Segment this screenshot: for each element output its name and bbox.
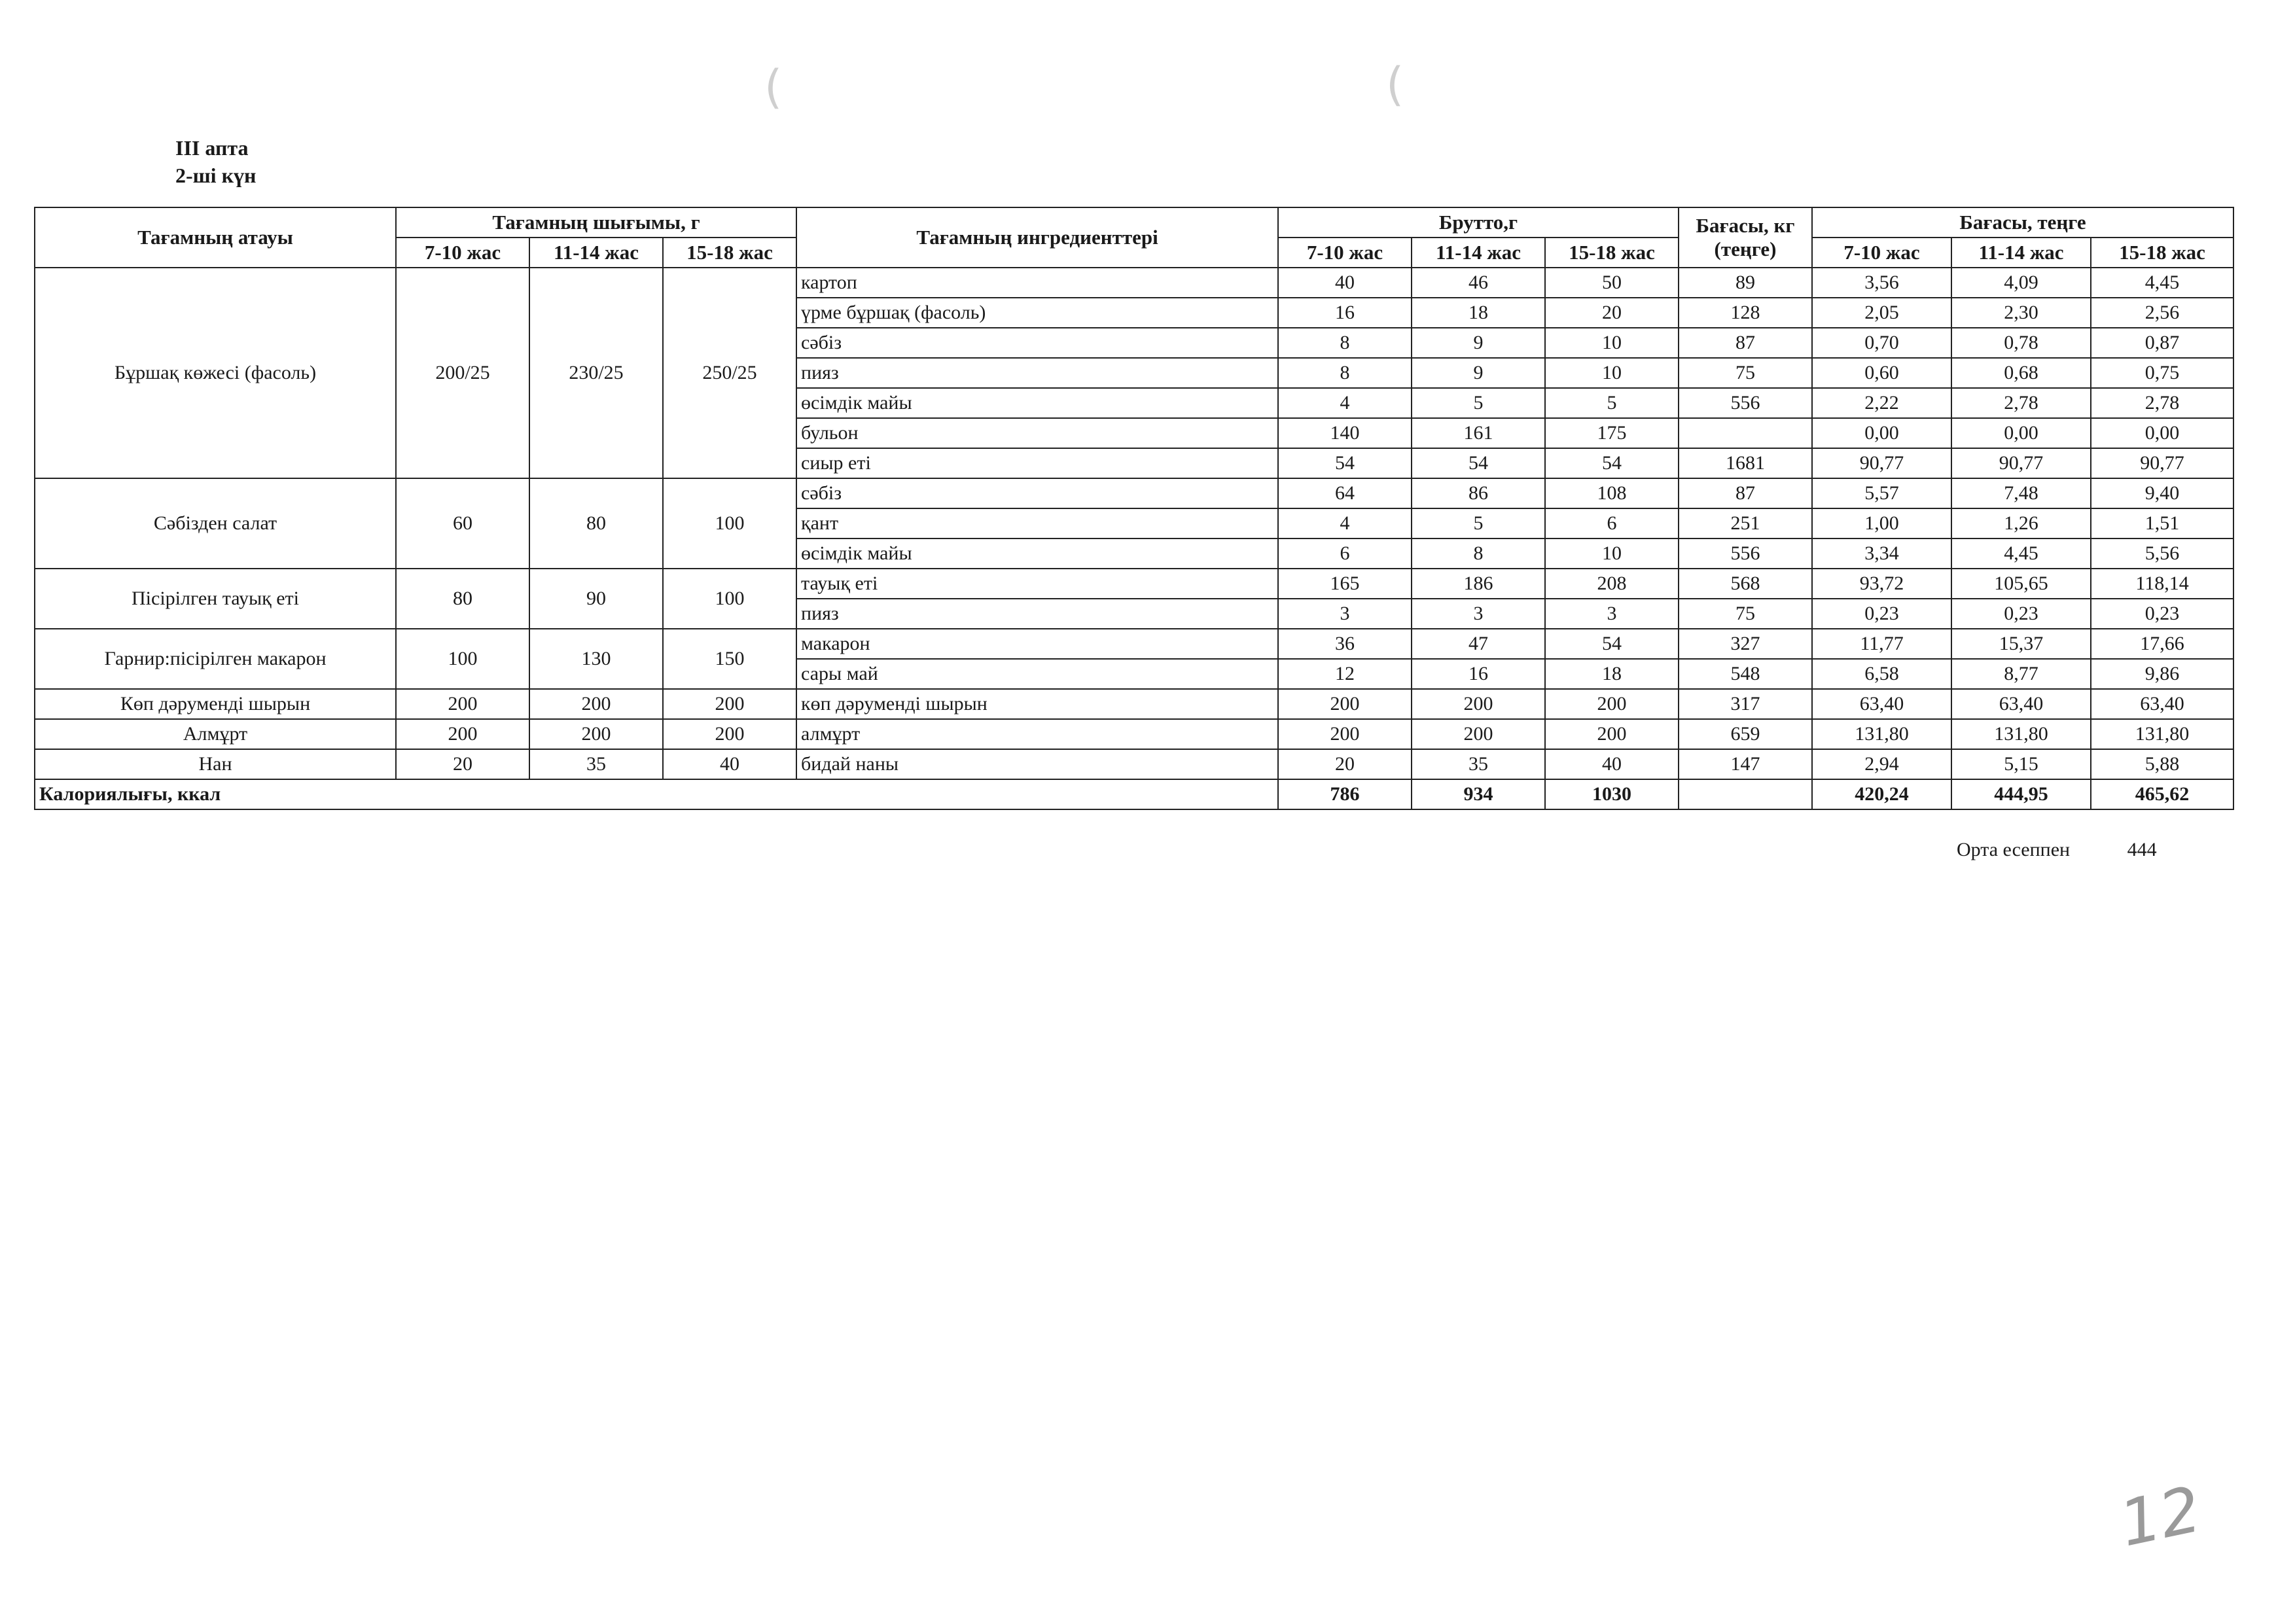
dish-name-cell: Сәбізден салат	[35, 478, 396, 569]
price-kg-header	[1679, 207, 1812, 268]
price-cell: 0,78	[1951, 328, 2091, 358]
brutto-cell: 186	[1412, 569, 1545, 599]
totals-price-kg-cell	[1679, 779, 1812, 809]
brutto-cell: 35	[1412, 749, 1545, 779]
average-footer	[1957, 839, 2157, 861]
ingredient-name-cell: өсімдік майы	[796, 538, 1278, 569]
brutto-cell: 18	[1545, 659, 1679, 689]
brutto-cell: 200	[1545, 689, 1679, 719]
price-cell: 0,70	[1812, 328, 1951, 358]
dish-yield-cell: 200	[529, 689, 663, 719]
price-cell: 4,45	[1951, 538, 2091, 569]
dish-yield-header: Тағамның шығымы, г	[396, 207, 796, 238]
price-cell: 5,15	[1951, 749, 2091, 779]
price-kg-cell: 556	[1679, 538, 1812, 569]
brutto-cell: 54	[1545, 629, 1679, 659]
yield-age-header: 11-14 жас	[529, 238, 663, 268]
totals-brutto-cell: 786	[1278, 779, 1412, 809]
price-cell: 2,05	[1812, 298, 1951, 328]
handwritten-page-number: 12	[2113, 1472, 2207, 1561]
average-value: 444	[2127, 839, 2157, 860]
price-cell: 5,88	[2091, 749, 2233, 779]
price-cell: 9,40	[2091, 478, 2233, 508]
brutto-cell: 54	[1278, 448, 1412, 478]
ingredients-header: Тағамның ингредиенттері	[796, 207, 1278, 268]
brutto-cell: 54	[1412, 448, 1545, 478]
brutto-cell: 8	[1412, 538, 1545, 569]
ingredient-name-cell: картоп	[796, 268, 1278, 298]
price-tenge-header: Бағасы, теңге	[1812, 207, 2233, 238]
dish-name-cell: Бұршақ көжесі (фасоль)	[35, 268, 396, 478]
table-body	[35, 268, 2233, 779]
menu-cost-table	[34, 207, 2234, 810]
price-kg-cell: 89	[1679, 268, 1812, 298]
price-cell: 8,77	[1951, 659, 2091, 689]
price-cell: 1,51	[2091, 508, 2233, 538]
dish-name-cell: Нан	[35, 749, 396, 779]
dish-yield-cell: 80	[396, 569, 529, 629]
dish-yield-cell: 40	[663, 749, 796, 779]
dish-name-cell: Пісірілген тауық еті	[35, 569, 396, 629]
brutto-cell: 10	[1545, 328, 1679, 358]
yield-age-header: 7-10 жас	[396, 238, 529, 268]
brutto-cell: 208	[1545, 569, 1679, 599]
price-cell: 63,40	[1951, 689, 2091, 719]
brutto-header: Брутто,г	[1278, 207, 1679, 238]
price-cell: 17,66	[2091, 629, 2233, 659]
price-kg-header-unit: (теңге)	[1714, 238, 1777, 260]
dish-name-cell: Көп дәруменді шырын	[35, 689, 396, 719]
brutto-cell: 18	[1412, 298, 1545, 328]
yield-age-header: 15-18 жас	[663, 238, 796, 268]
price-cell: 90,77	[2091, 448, 2233, 478]
price-cell: 6,58	[1812, 659, 1951, 689]
price-cell: 0,23	[1951, 599, 2091, 629]
week-label: ІІІ апта	[175, 136, 249, 160]
price-kg-cell: 75	[1679, 599, 1812, 629]
price-cell: 2,94	[1812, 749, 1951, 779]
price-cell: 5,56	[2091, 538, 2233, 569]
brutto-cell: 9	[1412, 358, 1545, 388]
dish-yield-cell: 200	[396, 689, 529, 719]
price-kg-cell: 556	[1679, 388, 1812, 418]
dish-yield-cell: 90	[529, 569, 663, 629]
brutto-cell: 140	[1278, 418, 1412, 448]
brutto-cell: 200	[1278, 719, 1412, 749]
dish-yield-cell: 130	[529, 629, 663, 689]
totals-brutto-cell: 934	[1412, 779, 1545, 809]
dish-yield-cell: 200	[529, 719, 663, 749]
price-kg-cell: 659	[1679, 719, 1812, 749]
price-cell: 0,68	[1951, 358, 2091, 388]
price-cell: 2,30	[1951, 298, 2091, 328]
price-cell: 63,40	[1812, 689, 1951, 719]
ingredient-name-cell: сәбіз	[796, 478, 1278, 508]
price-cell: 131,80	[1812, 719, 1951, 749]
dish-yield-cell: 200	[396, 719, 529, 749]
price-cell: 131,80	[1951, 719, 2091, 749]
ingredient-name-cell: пияз	[796, 358, 1278, 388]
brutto-cell: 4	[1278, 388, 1412, 418]
scan-artifact-icon: (	[1386, 58, 1404, 111]
price-cell: 2,56	[2091, 298, 2233, 328]
price-cell: 15,37	[1951, 629, 2091, 659]
brutto-cell: 54	[1545, 448, 1679, 478]
dish-yield-cell: 60	[396, 478, 529, 569]
ingredient-name-cell: пияз	[796, 599, 1278, 629]
brutto-cell: 165	[1278, 569, 1412, 599]
dish-yield-cell: 230/25	[529, 268, 663, 478]
brutto-cell: 10	[1545, 358, 1679, 388]
price-cell: 4,09	[1951, 268, 2091, 298]
brutto-cell: 8	[1278, 328, 1412, 358]
ingredient-name-cell: алмұрт	[796, 719, 1278, 749]
brutto-cell: 3	[1412, 599, 1545, 629]
price-cell: 7,48	[1951, 478, 2091, 508]
brutto-cell: 108	[1545, 478, 1679, 508]
totals-brutto-cell: 1030	[1545, 779, 1679, 809]
brutto-age-header: 7-10 жас	[1278, 238, 1412, 268]
dish-yield-cell: 20	[396, 749, 529, 779]
brutto-cell: 64	[1278, 478, 1412, 508]
price-cell: 0,87	[2091, 328, 2233, 358]
price-cell: 105,65	[1951, 569, 2091, 599]
dish-yield-cell: 150	[663, 629, 796, 689]
ingredient-name-cell: бидай наны	[796, 749, 1278, 779]
brutto-cell: 40	[1278, 268, 1412, 298]
dish-yield-cell: 100	[663, 478, 796, 569]
brutto-cell: 20	[1278, 749, 1412, 779]
price-kg-cell: 251	[1679, 508, 1812, 538]
brutto-cell: 16	[1278, 298, 1412, 328]
price-kg-header-label: Бағасы, кг	[1696, 214, 1795, 237]
ingredient-name-cell: бульон	[796, 418, 1278, 448]
day-label: 2-ші күн	[175, 164, 257, 187]
price-cell: 0,00	[2091, 418, 2233, 448]
ingredient-name-cell: өсімдік майы	[796, 388, 1278, 418]
ingredient-name-cell: сары май	[796, 659, 1278, 689]
table-row	[35, 629, 2233, 659]
brutto-cell: 86	[1412, 478, 1545, 508]
price-kg-cell	[1679, 418, 1812, 448]
ingredient-name-cell: сәбіз	[796, 328, 1278, 358]
average-label: Орта есеппен	[1957, 839, 2071, 860]
price-cell: 3,56	[1812, 268, 1951, 298]
totals-price-cell: 465,62	[2091, 779, 2233, 809]
brutto-cell: 36	[1278, 629, 1412, 659]
table-header-row	[35, 207, 2233, 238]
price-kg-cell: 317	[1679, 689, 1812, 719]
brutto-cell: 16	[1412, 659, 1545, 689]
price-kg-cell: 327	[1679, 629, 1812, 659]
dish-name-cell: Гарнир:пісірілген макарон	[35, 629, 396, 689]
menu-cost-table-wrapper	[34, 207, 2233, 810]
ingredient-name-cell: көп дәруменді шырын	[796, 689, 1278, 719]
table-row	[35, 268, 2233, 298]
price-cell: 131,80	[2091, 719, 2233, 749]
dish-yield-cell: 100	[396, 629, 529, 689]
brutto-cell: 175	[1545, 418, 1679, 448]
price-kg-cell: 568	[1679, 569, 1812, 599]
price-kg-cell: 75	[1679, 358, 1812, 388]
dish-yield-cell: 250/25	[663, 268, 796, 478]
price-kg-cell: 1681	[1679, 448, 1812, 478]
price-cell: 0,23	[2091, 599, 2233, 629]
totals-price-cell: 444,95	[1951, 779, 2091, 809]
table-row	[35, 569, 2233, 599]
dish-yield-cell: 80	[529, 478, 663, 569]
brutto-cell: 50	[1545, 268, 1679, 298]
brutto-cell: 47	[1412, 629, 1545, 659]
brutto-cell: 10	[1545, 538, 1679, 569]
brutto-cell: 5	[1545, 388, 1679, 418]
price-cell: 0,00	[1951, 418, 2091, 448]
price-age-header: 15-18 жас	[2091, 238, 2233, 268]
price-cell: 1,26	[1951, 508, 2091, 538]
ingredient-name-cell: үрме бұршақ (фасоль)	[796, 298, 1278, 328]
price-cell: 2,78	[2091, 388, 2233, 418]
brutto-cell: 200	[1545, 719, 1679, 749]
dish-name-cell: Алмұрт	[35, 719, 396, 749]
price-cell: 11,77	[1812, 629, 1951, 659]
price-cell: 0,60	[1812, 358, 1951, 388]
price-cell: 9,86	[2091, 659, 2233, 689]
totals-row	[35, 779, 2233, 809]
price-cell: 90,77	[1951, 448, 2091, 478]
table-row	[35, 719, 2233, 749]
brutto-cell: 12	[1278, 659, 1412, 689]
scan-artifact-icon: (	[764, 60, 783, 114]
price-cell: 2,78	[1951, 388, 2091, 418]
brutto-age-header: 11-14 жас	[1412, 238, 1545, 268]
brutto-cell: 5	[1412, 508, 1545, 538]
price-cell: 1,00	[1812, 508, 1951, 538]
brutto-cell: 200	[1278, 689, 1412, 719]
price-kg-cell: 87	[1679, 478, 1812, 508]
dish-yield-cell: 200	[663, 689, 796, 719]
price-cell: 0,23	[1812, 599, 1951, 629]
brutto-cell: 3	[1278, 599, 1412, 629]
brutto-cell: 4	[1278, 508, 1412, 538]
dish-yield-cell: 100	[663, 569, 796, 629]
brutto-cell: 200	[1412, 719, 1545, 749]
brutto-cell: 6	[1278, 538, 1412, 569]
brutto-cell: 9	[1412, 328, 1545, 358]
ingredient-name-cell: қант	[796, 508, 1278, 538]
price-cell: 0,75	[2091, 358, 2233, 388]
brutto-cell: 3	[1545, 599, 1679, 629]
price-cell: 90,77	[1812, 448, 1951, 478]
price-cell: 2,22	[1812, 388, 1951, 418]
table-row	[35, 749, 2233, 779]
price-kg-cell: 128	[1679, 298, 1812, 328]
ingredient-name-cell: макарон	[796, 629, 1278, 659]
price-kg-cell: 548	[1679, 659, 1812, 689]
price-cell: 93,72	[1812, 569, 1951, 599]
price-cell: 4,45	[2091, 268, 2233, 298]
table-row	[35, 689, 2233, 719]
ingredient-name-cell: тауық еті	[796, 569, 1278, 599]
brutto-cell: 5	[1412, 388, 1545, 418]
brutto-cell: 40	[1545, 749, 1679, 779]
price-cell: 63,40	[2091, 689, 2233, 719]
dish-name-header: Тағамның атауы	[35, 207, 396, 268]
document-header	[175, 134, 256, 189]
price-age-header: 11-14 жас	[1951, 238, 2091, 268]
price-cell: 3,34	[1812, 538, 1951, 569]
brutto-cell: 6	[1545, 508, 1679, 538]
price-cell: 5,57	[1812, 478, 1951, 508]
totals-label: Калориялығы, ккал	[35, 779, 1278, 809]
table-row	[35, 478, 2233, 508]
dish-yield-cell: 35	[529, 749, 663, 779]
price-kg-cell: 87	[1679, 328, 1812, 358]
price-age-header: 7-10 жас	[1812, 238, 1951, 268]
dish-yield-cell: 200/25	[396, 268, 529, 478]
totals-price-cell: 420,24	[1812, 779, 1951, 809]
brutto-cell: 200	[1412, 689, 1545, 719]
brutto-age-header: 15-18 жас	[1545, 238, 1679, 268]
brutto-cell: 46	[1412, 268, 1545, 298]
brutto-cell: 8	[1278, 358, 1412, 388]
ingredient-name-cell: сиыр еті	[796, 448, 1278, 478]
price-kg-cell: 147	[1679, 749, 1812, 779]
dish-yield-cell: 200	[663, 719, 796, 749]
price-cell: 0,00	[1812, 418, 1951, 448]
price-cell: 118,14	[2091, 569, 2233, 599]
brutto-cell: 161	[1412, 418, 1545, 448]
brutto-cell: 20	[1545, 298, 1679, 328]
